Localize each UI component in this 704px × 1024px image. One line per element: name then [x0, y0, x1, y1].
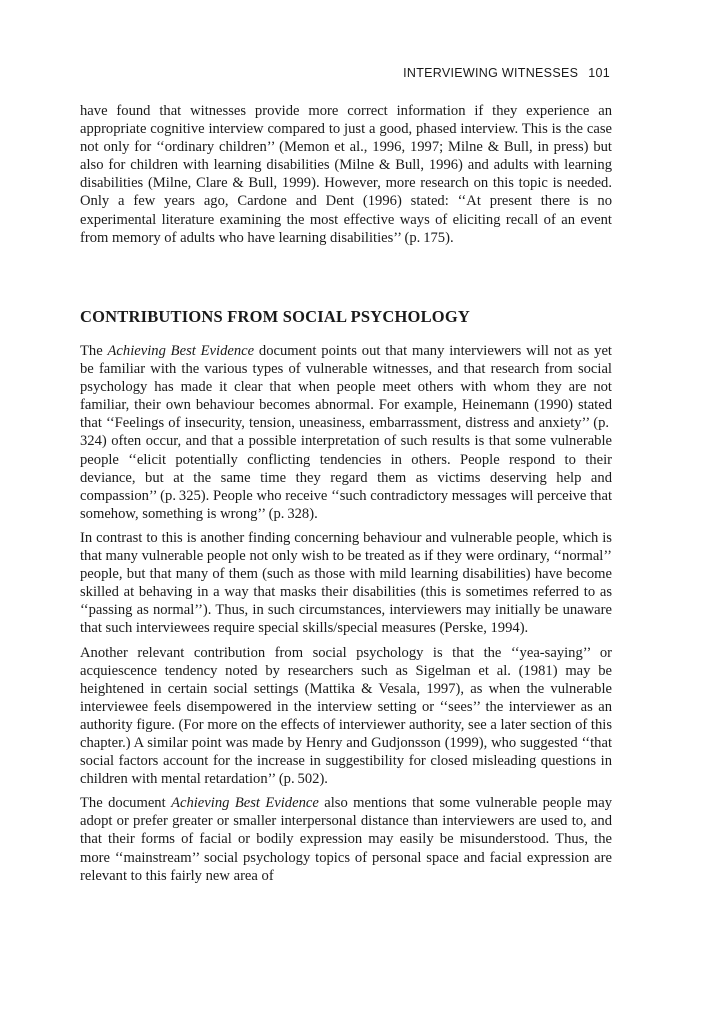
body-paragraph-4: [80, 794, 612, 884]
para4-lead: The document: [80, 795, 172, 812]
para4-rest: also mentions that some vulnerable people may adopt or prefer greater or smaller interpersonal distance than interviewers are used to, and that their forms of facial or bodily expression may easily be misunderstood. Thus, the more ‘‘mainstream’’ social psychology topics of personal space and facial expression are relevant to this fairly new area of: [80, 795, 612, 884]
running-title: INTERVIEWING WITNESSES: [403, 66, 579, 80]
continued-section: [80, 102, 612, 253]
section-heading: CONTRIBUTIONS FROM SOCIAL PSYCHOLOGY: [80, 307, 470, 326]
page-number: 101: [588, 66, 610, 80]
running-header: [403, 66, 610, 80]
body-paragraph-3: Another relevant contribution from social psychology is that the ‘‘yea-saying’’ or acquiescence tendency noted by researchers such as Sigelman et al. (1981) may be heightened in certain social settings (Mattika & Vesala, 1997), as when the vulnerable interviewee feels disempowered in the interview setting or ‘‘sees’’ the interviewer as an authority figure. (For more on the effects of interviewer authority, see a later section of this chapter.) A similar point was made by Henry and Gudjonsson (1999), who suggested ‘‘that social factors account for the increase in suggestibility for closed misleading questions in children with mental retardation’’ (p. 502).: [80, 644, 612, 788]
body-paragraph-2: In contrast to this is another finding concerning behaviour and vulnerable people, which is that many vulnerable people not only wish to be treated as if they were ordinary, ‘‘normal’’ people, but that many of them (such as those with mild learning disabilities) have become skilled at behaving in a way that masks their disabilities (this is sometimes referred to as ‘‘passing as normal’’). Thus, in such circumstances, interviewers may initially be unaware that such interviewees require special skills/special measures (Perske, 1994).: [80, 529, 612, 637]
para1-lead: The: [80, 343, 108, 359]
document-title: Achieving Best Evidence: [107, 343, 255, 359]
section-body: [80, 342, 612, 891]
para1-rest: document points out that many interviewers will not as yet be familiar with the various types of vulnerable witnesses, and that research from social psychology has made it clear that when people meet others with whom they are not familiar, their own behaviour becomes abnormal. For example, Heinemann (1990) stated that ‘‘Feelings of insecurity, tension, uneasiness, embarrassment, distress and anxiety’’ (p. 324) often occur, and that a possible interpretation of such results is that some vulnerable people ‘‘elicit potentially conflicting tendencies in others. People respond to their deviance, but at the same time they regard them as victims deserving help and compassion’’ (p. 325). People who receive ‘‘such contradictory messages will perceive that somehow, something is wrong’’ (p. 328).: [80, 343, 612, 522]
document-title: Achieving Best Evidence: [171, 795, 319, 812]
body-paragraph-1: [80, 342, 612, 523]
continued-paragraph: have found that witnesses provide more correct information if they experience an appropriate cognitive interview compared to just a good, phased interview. This is the case not only for ‘‘ordinary children’’ (Memon et al., 1996, 1997; Milne & Bull, in press) but also for children with learning disabilities (Milne & Bull, 1996) and adults with learning disabilities (Milne, Clare & Bull, 1999). However, more research on this topic is needed. Only a few years ago, Cardone and Dent (1996) stated: ‘‘At present there is no experimental literature examining the most effective ways of eliciting recall of an event from memory of adults who have learning disabilities’’ (p. 175).: [80, 103, 612, 246]
